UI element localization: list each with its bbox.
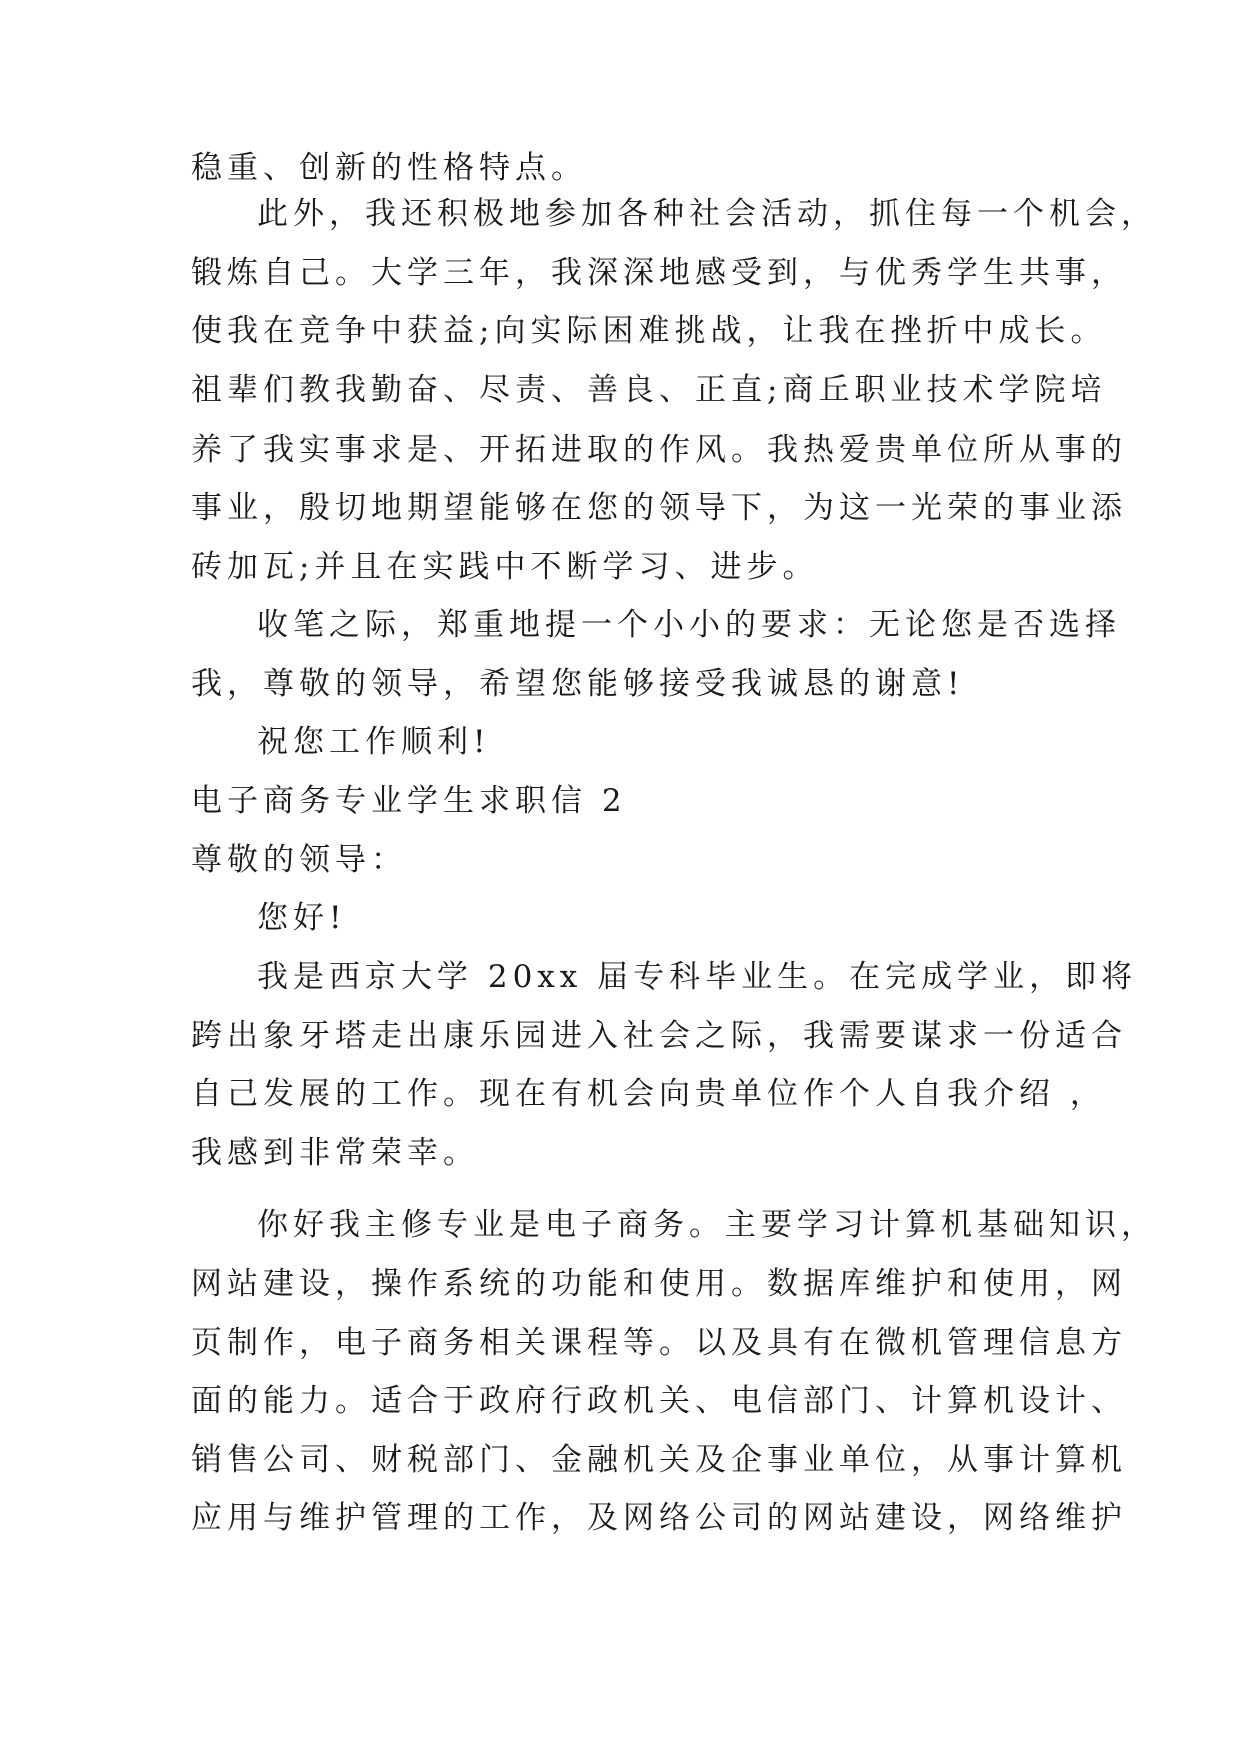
text-line: 砖加瓦;并且在实践中不断学习、进步。 (191, 549, 819, 585)
text-line: 稳重、创新的性格特点。 (191, 150, 587, 186)
text-line: 事业，殷切地期望能够在您的领导下，为这一光荣的事业添 (191, 490, 1127, 526)
text-line: 应用与维护管理的工作，及网络公司的网站建设，网络维护 (191, 1500, 1127, 1536)
text-line: 自己发展的工作。现在有机会向贵单位作个人自我介绍 ， (191, 1076, 1106, 1112)
text-line: 养了我实事求是、开拓进取的作风。我热爱贵单位所从事的 (191, 432, 1127, 468)
text-line: 此外，我还积极地参加各种社会活动，抓住每一个机会， (257, 196, 1157, 232)
text-line: 祖辈们教我勤奋、尽责、善良、正直;商丘职业技术学院培 (191, 372, 1107, 408)
text-line: 网站建设，操作系统的功能和使用。数据库维护和使用，网 (191, 1266, 1127, 1302)
text-line: 我是西京大学 20xx 届专科毕业生。在完成学业，即将 (257, 959, 1138, 995)
text-line: 我，尊敬的领导，希望您能够接受我诚恳的谢意! (191, 666, 965, 702)
text-line: 面的能力。适合于政府行政机关、电信部门、计算机设计、 (191, 1383, 1127, 1419)
text-line: 祝您工作顺利! (257, 724, 491, 760)
text-line: 你好我主修专业是电子商务。主要学习计算机基础知识， (257, 1207, 1157, 1243)
section-title: 电子商务专业学生求职信 2 (191, 783, 627, 819)
text-line: 使我在竞争中获益;向实际困难挑战，让我在挫折中成长。 (191, 313, 1107, 349)
greeting: 您好! (257, 900, 347, 936)
text-line: 收笔之际，郑重地提一个小小的要求：无论您是否选择 (257, 607, 1121, 643)
text-line: 我感到非常荣幸。 (191, 1135, 479, 1171)
text-line: 销售公司、财税部门、金融机关及企事业单位，从事计算机 (191, 1442, 1127, 1478)
text-line: 跨出象牙塔走出康乐园进入社会之际，我需要谋求一份适合 (191, 1018, 1127, 1054)
salutation: 尊敬的领导： (191, 842, 407, 878)
text-line: 页制作，电子商务相关课程等。以及具有在微机管理信息方 (191, 1325, 1127, 1361)
text-line: 锻炼自己。大学三年，我深深地感受到，与优秀学生共事， (191, 255, 1127, 291)
